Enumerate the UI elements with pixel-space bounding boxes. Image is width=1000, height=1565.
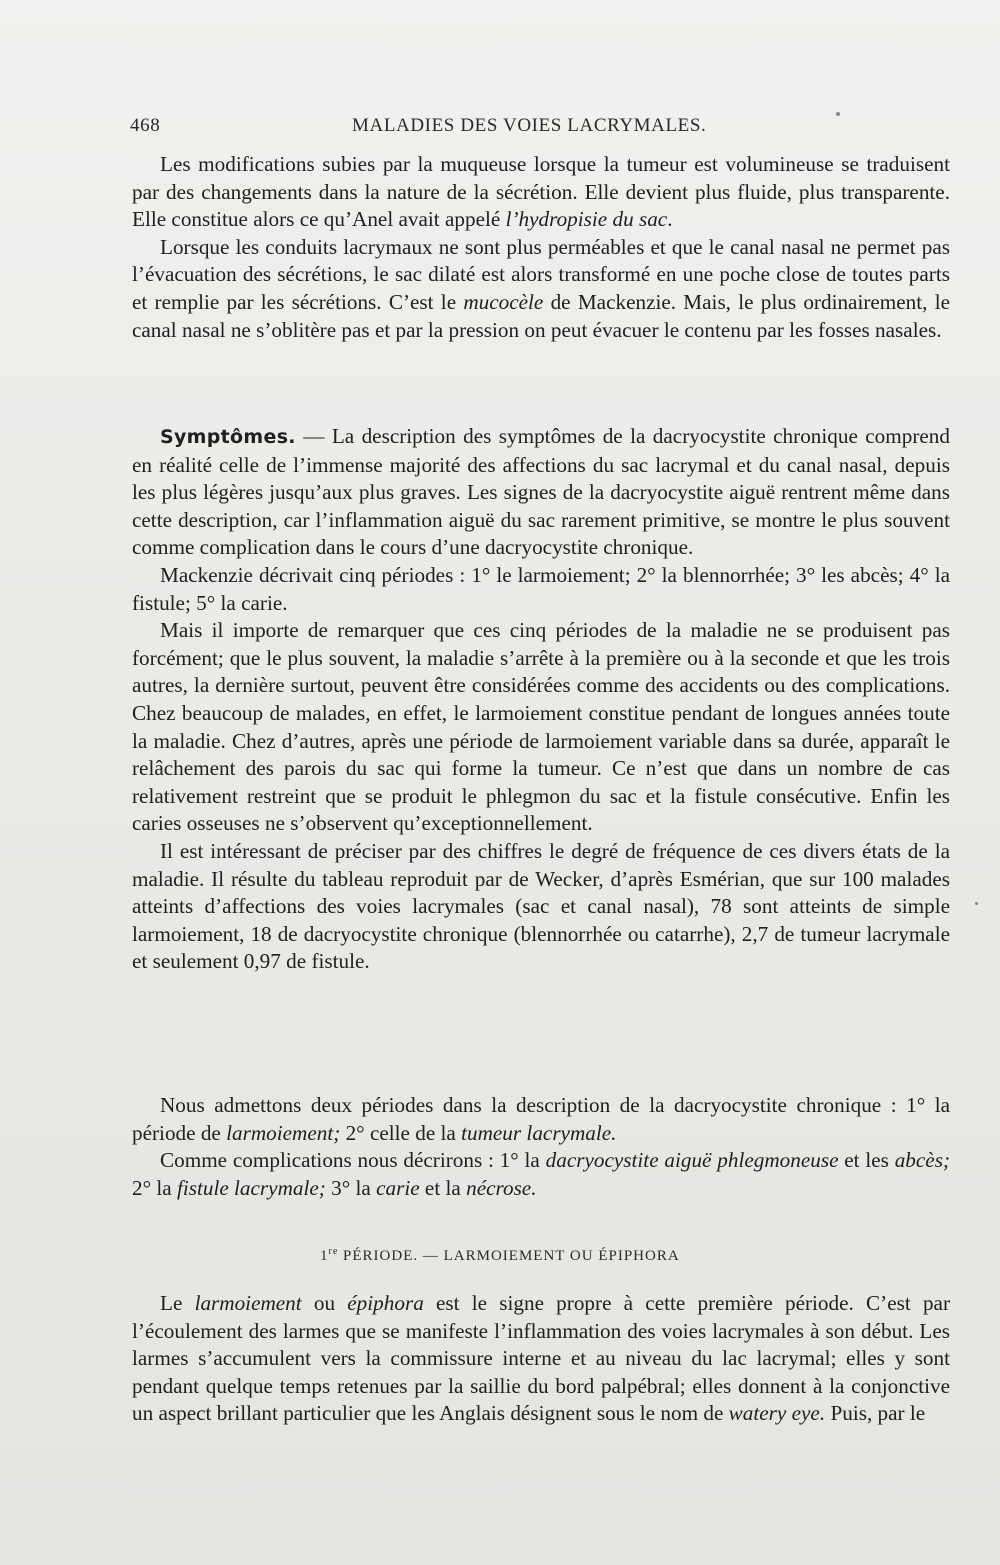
italic-term: carie (376, 1175, 420, 1200)
paragraph (132, 617, 950, 838)
paragraph-text: 2° la (132, 1175, 177, 1200)
paragraph-text: 2° celle de la (340, 1120, 462, 1145)
paragraph (132, 838, 950, 976)
text-block-periods (132, 1092, 950, 1202)
print-speck (975, 902, 978, 905)
section-title-text: PÉRIODE. — LARMOIEMENT OU ÉPIPHORA (338, 1248, 680, 1264)
paragraph (132, 562, 950, 617)
running-title: MALADIES DES VOIES LACRYMALES. (352, 115, 707, 136)
text-block-larmoiement (132, 1290, 950, 1428)
paragraph (132, 1147, 950, 1202)
paragraph-text: et la (419, 1175, 467, 1200)
italic-term: l’hydropisie du sac (505, 207, 668, 232)
text-block-intro (132, 151, 950, 344)
paragraph (132, 423, 950, 562)
paragraph-text: Comme complications nous décrirons : 1° la (160, 1148, 546, 1173)
paragraph (132, 1290, 950, 1428)
paragraph-text: Nous admettons deux périodes dans la description de la dacryocystite chronique : 1° la période de (132, 1093, 950, 1145)
paragraph-text: ou (301, 1291, 348, 1315)
paragraph-text: et les (838, 1148, 895, 1173)
paragraph-text: Les modifications subies par la muqueuse lorsque la tumeur est volumineuse se traduisent par des changements dans la nature de la sécrétion. Elle devient plus fluide, plus transparente. Elle constitue alors ce qu’Anel avait appelé (132, 152, 950, 232)
section-number: 1 (320, 1248, 329, 1264)
paragraph (132, 1092, 950, 1147)
page-header (130, 115, 850, 141)
italic-term: larmoiement; (226, 1120, 341, 1145)
section-title (320, 1246, 680, 1265)
paragraph-text: 3° la (325, 1175, 377, 1200)
paragraph-text: Puis, par le (825, 1401, 926, 1426)
page-number: 468 (130, 115, 161, 136)
section-number-suffix: re (328, 1246, 339, 1257)
italic-term: watery eye. (728, 1401, 826, 1426)
italic-term: dacryocystite aiguë phlegmoneuse (545, 1148, 839, 1173)
paragraph-text: Le (160, 1291, 195, 1315)
italic-term: épiphora (347, 1291, 424, 1315)
paragraph-text: . (667, 207, 673, 232)
print-speck (836, 112, 840, 116)
italic-term: mucocèle (463, 289, 544, 314)
italic-term: larmoiement (194, 1291, 302, 1315)
paragraph-text: Mackenzie décrivait cinq périodes : 1° le larmoiement; 2° la blennorrhée; 3° les abcès; 4° la fistule; 5° la carie. (132, 562, 950, 615)
italic-term: fistule lacrymale; (176, 1175, 326, 1200)
paragraph (132, 151, 950, 234)
paragraph-text: est le signe propre à cette première période. C’est par l’écoulement des larmes que se manifeste l’inflammation des voies lacrymales à son début. Les larmes s’accumulent vers la commissure interne et au niveau du lac lacrymal; elles y sont pendant quelque temps retenues par la saillie du bord palpébral; elles donnent à la conjonctive un aspect brillant particulier que les Anglais désignent sous le nom de (132, 1291, 951, 1426)
paragraph-text: Mais il importe de remarquer que ces cinq périodes de la maladie ne se produisent pas forcément; que le plus souvent, la maladie s’arrête à la première ou à la seconde et que les trois autres, la dernière surtout, peuvent être considérées comme des accidents ou des complications. Chez beaucoup de malades, en effet, le larmoiement constitue pendant de longues années toute la maladie. Chez d’autres, après une période de larmoiement variable dans sa durée, apparaît le relâchement des parois du sac qui forme la tumeur. Ce n’est que dans un nombre de cas relativement restreint que se produit le phlegmon du sac et la fistule consécutive. Enfin les caries osseuses ne s’observent qu’exceptionnellement. (132, 618, 950, 836)
paragraph-text: Lorsque les conduits lacrymaux ne sont plus perméables et que le canal nasal ne permet pas l’évacuation des sécrétions, le sac dilaté est alors transformé en une poche close de toutes parts et remplie par les sécrétions. C’est le (132, 234, 950, 314)
paragraph-text: — La description des symptômes de la dacryocystite chronique comprend en réalité celle de l’immense majorité des affections du sac lacrymal et du canal nasal, depuis les plus légères jusqu’aux plus graves. Les signes de la dacryocystite aiguë rentrent même dans cette description, car l’inflammation aiguë du sac rarement primitive, se montre le plus souvent comme complication dans le cours d’une dacryocystite chronique. (132, 424, 950, 560)
paragraph (132, 234, 950, 344)
text-block-symptoms (132, 423, 950, 976)
italic-term: tumeur lacrymale. (461, 1120, 617, 1145)
paragraph-text: Il est intéressant de préciser par des chiffres le degré de fréquence de ces divers états de la maladie. Il résulte du tableau reproduit par de Wecker, d’après Esmérian, que sur 100 malades atteints d’affections des voies lacrymales (sac et canal nasal), 78 sont atteints de simple larmoiement, 18 de dacryocystite chronique (blennorrhée ou catarrhe), 2,7 de tumeur lacrymale et seulement 0,97 de fistule. (132, 838, 950, 974)
italic-term: abcès; (894, 1148, 950, 1173)
italic-term: nécrose. (466, 1175, 537, 1200)
paragraph-text: de Mackenzie. Mais, le plus ordinairement, le canal nasal ne s’oblitère pas et par la pression on peut évacuer le contenu par les fosses nasales. (132, 289, 950, 342)
section-heading-symptomes: Symptômes. (160, 426, 296, 448)
